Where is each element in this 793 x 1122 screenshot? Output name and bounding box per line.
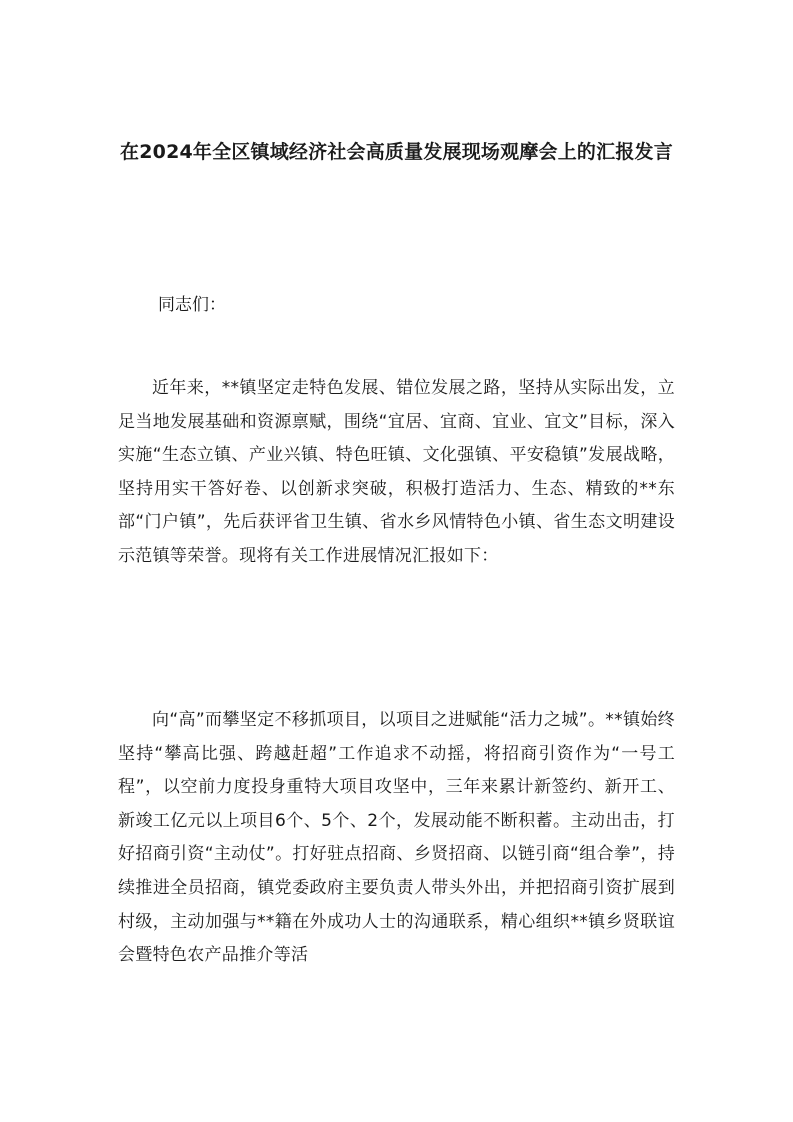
- paragraph-projects: 向“高”而攀坚定不移抓项目，以项目之进赋能“活力之城”。**镇始终坚持“攀高比强、跨越赶超”工作追求不动摇，将招商引资作为“一号工程”，以空前力度投身重特大项目攻坚中，三年来累计新签约、新开工、新竣工亿元以上项目6个、5个、2个，发展动能不断积蓄。主动出击，打好招商引资“主动仗”。打好驻点招商、乡贤招商、以链引商“组合拳”，持续推进全员招商，镇党委政府主要负责人带头外出，并把招商引资扩展到村级，主动加强与**籍在外成功人士的沟通联系，精心组织**镇乡贤联谊会暨特色农产品推介等活: [118, 710, 675, 966]
- paragraph-intro: 近年来，**镇坚定走特色发展、错位发展之路，坚持从实际出发，立足当地发展基础和资源禀赋，围绕“宜居、宜商、宜业、宜文”目标，深入实施“生态立镇、产业兴镇、特色旺镇、文化强镇、平安稳镇”发展战略，坚持用实干答好卷、以创新求突破，积极打造活力、生态、精致的**东部“门户镇”，先后获评省卫生镇、省水乡风情特色小镇、省生态文明建设示范镇等荣誉。现将有关工作进展情况汇报如下：: [118, 378, 675, 566]
- document-title: 在2024年全区镇域经济社会高质量发展现场观摩会上的汇报发言: [120, 141, 673, 163]
- greeting: 同志们：: [158, 295, 226, 315]
